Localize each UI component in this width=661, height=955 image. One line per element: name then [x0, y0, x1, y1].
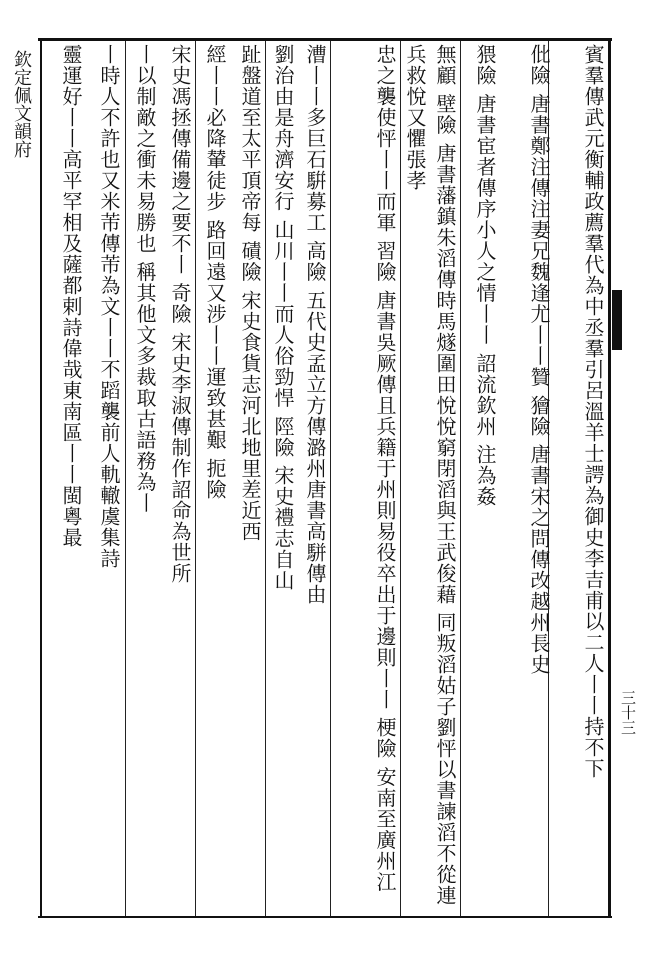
- text-column-10: 宋史馮拯傳備邊之要不丨 奇險 宋史李淑傳制作詔命為世所: [168, 44, 192, 584]
- frame-right-border: [608, 38, 611, 918]
- text-column-4: 無顧 壁險 唐書藩鎮朱滔傳時馬燧圍田悅悅窮閉滔與王武俊藉 同叛滔姑子劉怦以書諫滔不從連兵救悅又懼張孝: [403, 44, 457, 907]
- text-column-3: 猥險 唐書宦者傳序小人之情丨丨 詔流欽州 注為姦: [473, 44, 497, 508]
- text-column-6: 漕丨丨多巨石騈募工 高險 五代史孟立方傳潞州唐書高駢傳由: [303, 44, 327, 605]
- margin-book-title: 欽定佩文韻府: [11, 50, 32, 158]
- text-column-2: 仳險 唐書鄭注傳注妻兄魏逢尤丨丨贊 獪險 唐書宋之問傳改越州長史: [527, 44, 551, 676]
- page-number: 三十三: [619, 690, 637, 735]
- column-rule: [330, 41, 331, 916]
- text-column-8: 趾盤道至太平頂帝每 磧險 宋史食貨志河北地里差近西: [238, 44, 262, 542]
- column-rule: [195, 41, 196, 916]
- text-column-12: 丨時人不許也又米芾傳芾為文丨丨不蹈襲前人軌轍虞集詩: [97, 44, 121, 569]
- text-column-9: 經丨丨必降輦徒步 路回遠又涉丨丨運致甚艱 扼險: [203, 44, 227, 500]
- frame-left-border: [40, 38, 42, 918]
- text-column-11: 丨以制敵之衝未易勝也 稱其他文多裁取古語務為丨: [133, 44, 157, 514]
- gutter-block-mark: [612, 290, 622, 350]
- text-column-5: 忠之襲使怦丨丨而軍 習險 唐書吳厥傳且兵籍于州則易役卒出于邊則丨丨 梗險 安南至廣州江: [373, 44, 397, 893]
- text-column-7: 劉治由是舟濟安行 山川丨丨而人俗勁悍 陘險 宋史禮志自山: [271, 44, 295, 592]
- column-rule: [265, 41, 266, 916]
- frame-bottom-border: [38, 916, 612, 918]
- text-column-1: 賓羣傳武元衡輔政薦羣代為中丞羣引呂溫羊士諤為御史李吉甫以二人丨丨持不下: [581, 44, 605, 779]
- text-column-13: 靈運好丨丨高平罕相及薩都剌詩偉哉東南區丨丨閩粵最: [59, 44, 83, 548]
- column-rule: [125, 41, 126, 916]
- column-rule: [460, 41, 461, 916]
